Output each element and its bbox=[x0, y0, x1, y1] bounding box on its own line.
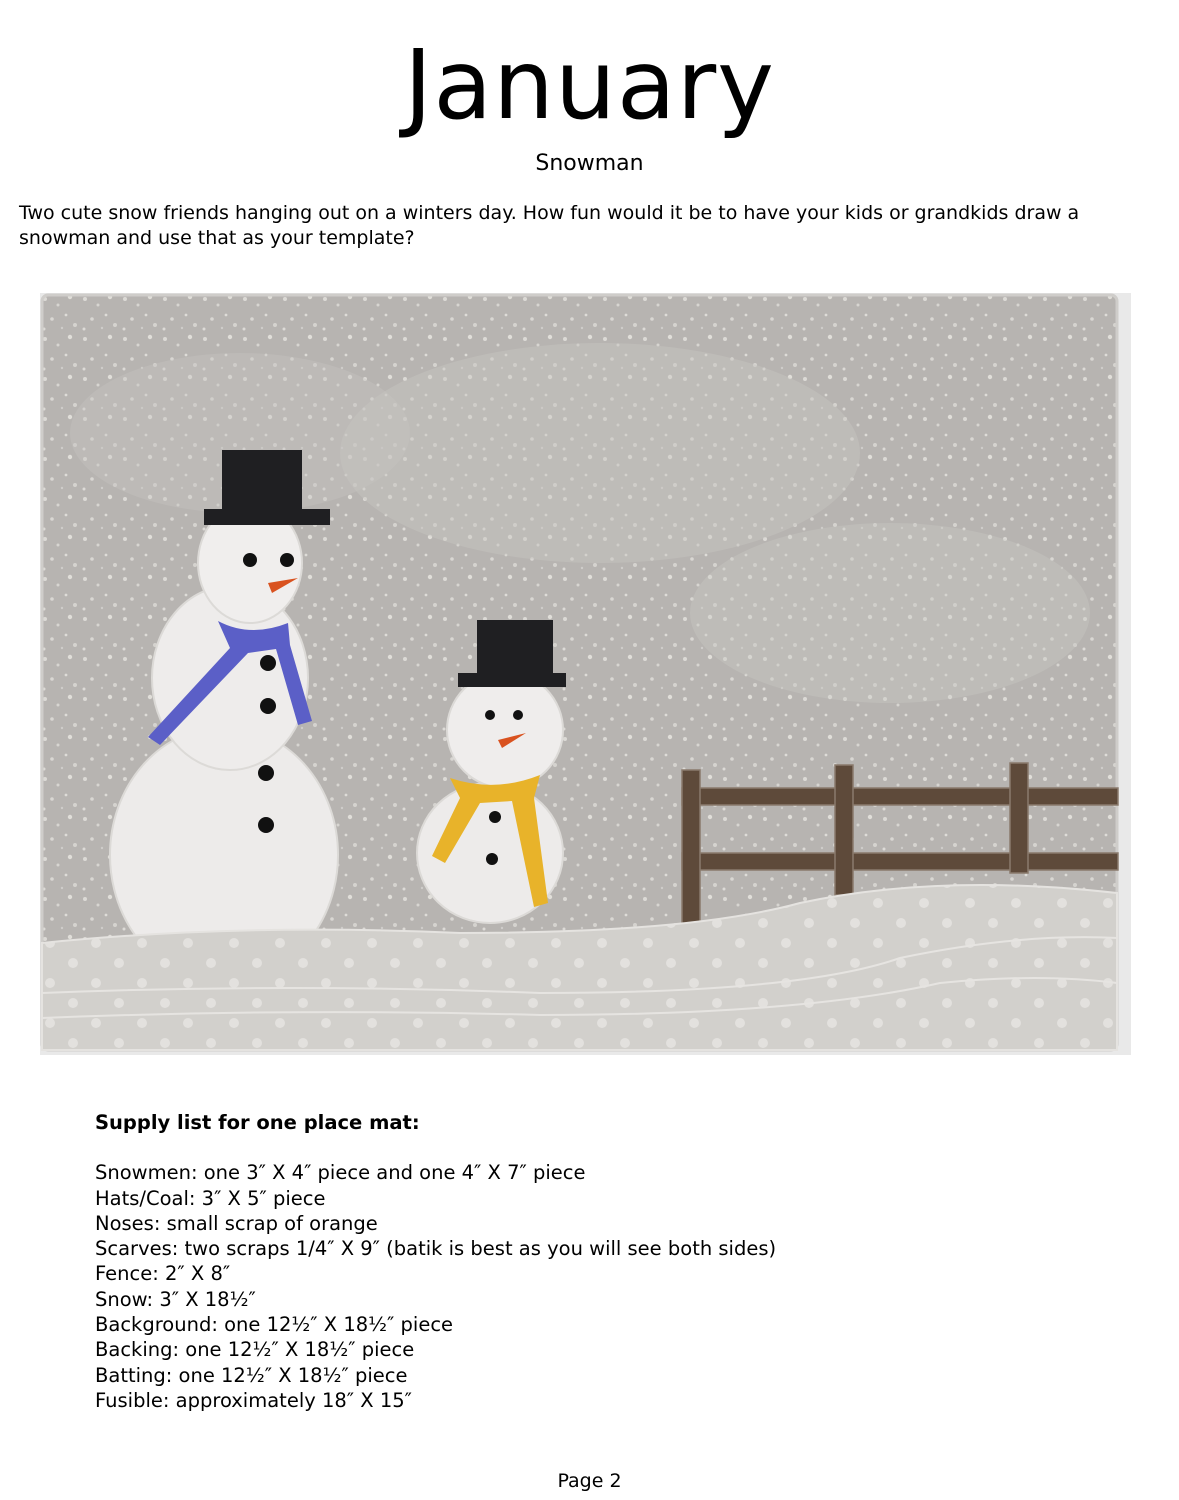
supply-item-scarves: Scarves: two scraps 1/4″ X 9″ (batik is best as you will see both sides) bbox=[95, 1237, 777, 1261]
supply-item-snow: Snow: 3″ X 18½″ bbox=[95, 1287, 256, 1311]
supply-item-fusible: Fusible: approximately 18″ X 15″ bbox=[95, 1388, 412, 1412]
supply-item-noses: Noses: small scrap of orange bbox=[95, 1211, 378, 1235]
supply-item-backing: Backing: one 12½″ X 18½″ piece bbox=[95, 1338, 415, 1362]
supply-item-snowmen: Snowmen: one 3″ X 4″ piece and one 4″ X 7″ piece bbox=[95, 1161, 586, 1185]
supply-item-fence: Fence: 2″ X 8″ bbox=[95, 1262, 231, 1286]
placemat-photo bbox=[40, 293, 1131, 1055]
page-number: Page 2 bbox=[557, 1470, 622, 1492]
supply-item-background: Background: one 12½″ X 18½″ piece bbox=[95, 1313, 454, 1337]
supply-list bbox=[95, 1110, 995, 1413]
supply-item-hats-coal: Hats/Coal: 3″ X 5″ piece bbox=[95, 1186, 326, 1210]
placemat-illustration bbox=[40, 293, 1131, 1055]
intro-paragraph: Two cute snow friends hanging out on a winters day. How fun would it be to have your kids or grandkids draw a snowman and use that as your template? bbox=[19, 202, 1080, 249]
supply-item-batting: Batting: one 12½″ X 18½″ piece bbox=[95, 1363, 408, 1387]
page-title: January bbox=[404, 29, 775, 141]
page-subtitle: Snowman bbox=[535, 151, 644, 176]
supply-heading: Supply list for one place mat: bbox=[95, 1111, 420, 1134]
